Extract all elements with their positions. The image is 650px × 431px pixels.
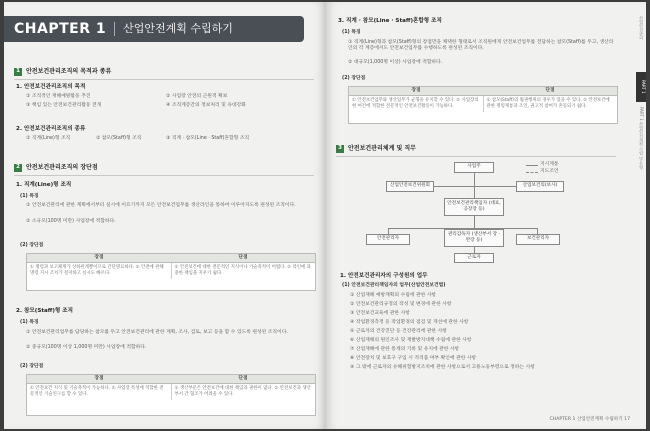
section-heading (336, 145, 416, 153)
pros-cell: ① 안전보건업무와 생산업무가 균형을 유지할 수 있다. ② 사업장의 현 여건에 적합한 전문적인 안전보건활동이 가능하다. (352, 98, 479, 110)
list-item: ③ 책임 있는 안전보건관리활동 전개 (26, 103, 102, 108)
paragraph: ② 중규모(100명 이상 1,000명 미만) 사업장에 적합하다. (26, 345, 147, 350)
duty-item: ② 안전보건관리규정의 작성 및 변경에 관한 사항 (350, 302, 452, 307)
paragraph: ① 직계(Line)형과 참모(Staff)형의 장점만을 채택한 형태로서 조직원에게 안전보건업무를 전담하는 참모(Staff)를 두고, 생산라인의 각 계층에서도 안전보건업무를 수행하도록 편성된 조직이다. (348, 40, 614, 52)
paragraph: ② 대규모(1,000명 이상) 사업장에 적합하다. (348, 60, 443, 65)
right-page (326, 2, 646, 429)
section-rule (14, 79, 314, 80)
pros-cell: ① 안전보건 지식 및 기술축적이 가능하다. ② 사업장 특성에 적합한 전문적인 기술연구를 할 수 있다. (30, 386, 164, 398)
duty-item: ⑥ 산업재해의 원인조사 및 재발방지대책 수립에 관한 사항 (350, 338, 472, 343)
org-owner-box: 사업주 (454, 162, 494, 173)
book-spread (4, 2, 646, 429)
subheading: 2. 안전보건관리조직의 종류 (16, 126, 86, 132)
list-item: ① 직계(Line)형 조직 (26, 136, 71, 141)
side-running-header: PART 1 산업안전계획 수립 및 운영 (639, 107, 644, 170)
feature-label: (1) 특징 (20, 320, 39, 325)
duty-item: ③ 안전보건교육에 관한 사항 (350, 311, 410, 316)
org-connector (426, 186, 521, 187)
subheading: 1. 안전보건관리조직의 목적 (16, 84, 86, 90)
duty-item: ⑦ 산업재해에 관한 통계의 기록 및 유지에 관한 사항 (350, 347, 460, 352)
list-item: ④ 조직계층간의 정보처리 및 유대강화 (166, 103, 246, 108)
feature-label: (1) 특징 (20, 194, 39, 199)
pros-cons-label: (2) 장단점 (20, 243, 44, 248)
subheading: 1. 직계(Line)형 조직 (16, 182, 72, 188)
org-committee-box: 산업안전보건위원회 (386, 181, 434, 192)
chapter-divider (114, 22, 115, 36)
cons-header: 단점 (238, 376, 248, 381)
section-heading (14, 68, 111, 76)
page-footer: CHAPTER 1 산업안전계획 수립하기 17 (549, 416, 630, 422)
left-page (4, 2, 326, 429)
org-doctor-box: 산업보건의(보사) (516, 181, 564, 192)
pros-cons-table (26, 374, 316, 416)
subheading: 3. 직계 · 참모(Line · Staff)혼합형 조직 (338, 18, 442, 24)
chapter-label: CHAPTER 1 (14, 20, 107, 37)
paragraph: ① 안전보건관리업무를 담당하는 참모를 두고 안전보건관리에 관한 계획, 조사, 검토, 보고 등을 할 수 있도록 편성된 조직이다. (26, 330, 288, 335)
pros-header: 장점 (94, 255, 104, 260)
section-title: 안전보건관리조직의 장단점 (26, 164, 98, 171)
cons-header: 단점 (545, 88, 555, 93)
paragraph: ① 안전보건관리에 관한 계획에서부터 실시에 이르기까지 모든 안전보건업무를 생산라인을 통하여 이루어지도록 편성된 조직이다. (26, 203, 296, 208)
org-safety-mgr-box: 안전관리자 (366, 234, 410, 245)
section-rule (336, 156, 616, 157)
subheading: 1. 안전보건관리자의 구성원의 업무 (340, 273, 428, 279)
side-running-header: 산업안전관리 (639, 16, 644, 40)
section-number: 1 (14, 68, 22, 76)
cons-header: 단점 (238, 255, 248, 260)
list-item: ③ 직계 · 참모(Line · Staff)혼합형 조직 (166, 136, 250, 141)
pros-cons-table (348, 86, 618, 124)
list-item: ② 참모(Staff)형 조직 (96, 136, 142, 141)
duty-item: ① 산업재해 예방계획의 수립에 관한 사항 (350, 293, 437, 298)
pros-header: 장점 (94, 376, 104, 381)
pros-cons-label: (2) 장단점 (342, 76, 366, 81)
duty-subheading: (1) 안전보건관리책임자의 업무(산업안전보건법) (342, 283, 446, 288)
legend-dashed-line (526, 172, 538, 173)
section-title: 안전보건관리조직의 목적과 종류 (26, 68, 112, 75)
section-number: 3 (336, 145, 344, 153)
list-item: ① 조직적인 재해예방활동 추진 (26, 94, 91, 99)
cons-cell: ① 생산부문은 안전보건에 대한 책임과 권한이 없다. ② 안전보건과 생산부서 간 협조가 어려울 수 있다. (171, 384, 316, 400)
section-number: 2 (14, 164, 22, 172)
list-item: ② 사업장 안전의 근원적 확보 (166, 94, 228, 99)
subheading: 2. 참모(Staff)형 조직 (16, 308, 74, 314)
org-worker-box: 근로자 (454, 253, 494, 263)
cons-cell: ① 안전보건에 대한 전문적인 지식이나 기술축적이 어렵다. ② 라인에 과중한 책임을 지우기 쉽다. (171, 263, 316, 279)
duty-item: ④ 작업환경측정 등 작업환경의 점검 및 개선에 관한 사항 (350, 320, 469, 325)
chapter-title: 산업안전계획 수립하기 (123, 21, 233, 35)
duty-item: ⑧ 안전장치 및 보호구 구입 시 적격품 여부 확인에 관한 사항 (350, 356, 477, 361)
paragraph: ② 소규모(100명 미만) 사업장에 적합하다. (26, 219, 116, 224)
duty-item: ⑤ 근로자의 건강진단 등 건강관리에 관한 사항 (350, 329, 447, 334)
pros-header: 장점 (411, 88, 421, 93)
duty-item: ⑨ 그 밖에 근로자의 유해위험방지조치에 관한 사항으로서 고용노동부령으로 정하는 사항 (350, 365, 535, 370)
pros-cons-label: (2) 장단점 (20, 364, 44, 369)
legend-solid-line (526, 165, 538, 166)
org-manager-box: 안전보건관리책임자 (대표, 공장장 등) (444, 198, 504, 216)
part-tab: PART 1 (636, 72, 646, 102)
pros-cell: ① 명령과 보고체계가 상하관계뿐이므로 간단명료하다. ② 안전에 관해 명령 지시 조치가 철저하고 실시도 빠르다. (30, 265, 164, 277)
legend-label: 지도조언 (540, 169, 559, 174)
section-title: 안전보건관리체계 및 직무 (348, 145, 416, 152)
feature-label: (1) 특징 (342, 30, 361, 35)
org-connector (474, 216, 475, 228)
section-rule (14, 175, 314, 176)
org-supervisor-box: 관리감독자 (생산부서 장 · 반장 등) (444, 229, 504, 247)
org-health-mgr-box: 보건관리자 (516, 234, 560, 245)
chapter-header (4, 16, 304, 42)
cons-cell: ① 참모(Staff)의 월권행위의 경우가 있을 수 있다. ② 안전보건에 관한 명령계통과 조언, 권고적 참여가 혼동되기 쉽다. (483, 96, 618, 112)
legend-label: 지시계통 (540, 162, 559, 167)
section-heading (14, 164, 98, 172)
pros-cons-table (26, 253, 316, 291)
